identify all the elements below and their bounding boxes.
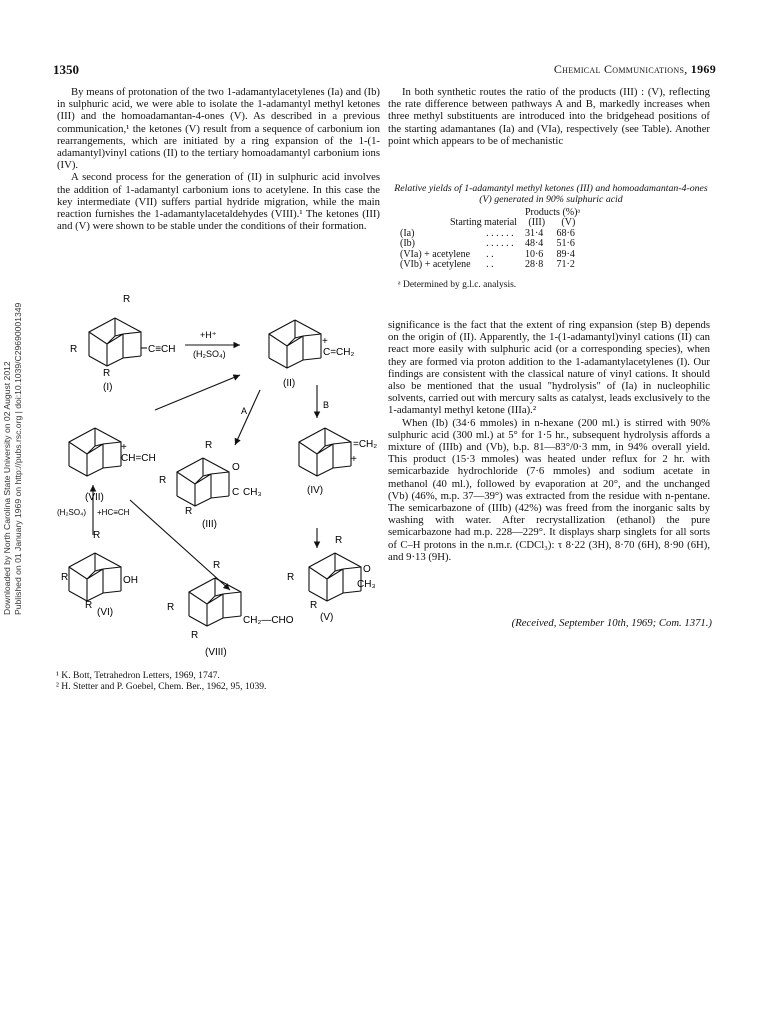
publication-notice: Published on 01 January 1969 on http://pubs.rsc.org | doi:10.1039/C29690001349	[13, 302, 23, 615]
reaction-scheme	[55, 290, 380, 660]
compound-label-ii: (II)	[283, 378, 296, 389]
label-r: R	[167, 602, 175, 613]
cation-plus: +	[322, 336, 328, 347]
reagent-acetylene: +HC≡CH	[97, 508, 130, 517]
cell-v: 51·6	[556, 238, 575, 250]
yields-table	[396, 208, 584, 270]
cell-material: (Ia)	[400, 227, 415, 239]
label-r: R	[93, 530, 101, 541]
products-header: Products (%)ᵃ	[524, 207, 581, 218]
label-r: R	[287, 572, 295, 583]
label-r: R	[70, 344, 78, 355]
label-r: R	[213, 560, 221, 571]
path-b-label: B	[323, 400, 330, 410]
label-r: R	[61, 572, 69, 583]
carbonyl-o: O	[363, 564, 371, 575]
compound-label-vii: (VII)	[85, 492, 104, 503]
paragraph: significance is the fact that the extent of ring expansion (step B) depends on the origin of (II). Apparently, the 1-(1-adamantyl)vinyl cations (II) can react more easily with sulphuric acid (or a corresponding species), when they are formed via proton addition to the 1-adamantylacetylenes (I). Our findings are consistent with the classical nature of vinyl cations. It should also be mentioned that the usual "hydrolysis" of (Ia) in nucleophilic solvents, carried out with mercury salts as catalyst, leads exclusively to the 1-adamantyl methyl ketone (IIIa).²	[388, 319, 710, 417]
cell-iii: 31·4	[524, 227, 544, 239]
methyl-group: CH₃	[243, 487, 262, 498]
col-iii-header: (III)	[528, 217, 546, 229]
label-r: R	[103, 368, 111, 379]
col-v-header: (V)	[561, 217, 576, 229]
cell-v: 68·6	[556, 227, 575, 239]
cell-dots: . . . . . .	[486, 227, 514, 239]
right-column-bottom	[388, 319, 710, 563]
references	[56, 670, 266, 693]
compound-label-i: (I)	[103, 382, 113, 393]
compound-label-v: (V)	[320, 612, 334, 623]
received-date: (Received, September 10th, 1969; Com. 1371.)	[511, 617, 712, 629]
alkyne-group: C≡CH	[148, 344, 176, 355]
compound-label-viii: (VIII)	[205, 647, 227, 658]
cell-iii: 48·4	[524, 238, 544, 250]
compound-label-iii: (III)	[202, 519, 217, 530]
label-r: R	[123, 294, 131, 305]
starting-material-header: Starting material	[450, 217, 517, 229]
table-footnote: ᵃ Determined by g.l.c. analysis.	[398, 280, 517, 290]
table-caption: Relative yields of 1-adamantyl methyl ketones (III) and homoadamantan-4-ones (V) generated in 90% sulphuric acid	[394, 183, 708, 205]
carbonyl-o: O	[232, 462, 240, 473]
left-column	[57, 86, 380, 232]
label-r: R	[191, 630, 199, 641]
paragraph: In both synthetic routes the ratio of the products (III) : (V), reflecting the rate difference between pathways A and B, markedly increases when three methyl substituents are introduced into the bridgehead positions of the starting adamantanes (Ia) and (VIa), respectively (see Table). Another point which appears to be of mechanistic	[388, 86, 710, 147]
iv-methylene: =CH₂	[353, 439, 378, 450]
compound-label-iv: (IV)	[307, 485, 324, 496]
cell-v: 89·4	[556, 248, 575, 260]
reference-2: ² H. Stetter and P. Goebel, Chem. Ber., 1962, 95, 1039.	[56, 681, 267, 693]
vinyl-cation-group: C=CH₂	[323, 347, 355, 358]
label-r: R	[159, 475, 167, 486]
compound-label-vi: (VI)	[97, 607, 114, 618]
paragraph: A second process for the generation of (II) in sulphuric acid involves the addition of 1-adamantyl carbonium ions to acetylene. In this case the key intermediate (VII) suffers partial hydride migration, while the main reaction furnishes the 1-adamantylacetaldehydes (VIII).¹ The ketones (III) and (V) were shown to be stable under the conditions of their formation.	[57, 171, 380, 233]
cell-iii: 10·6	[524, 248, 544, 260]
table-row	[396, 260, 584, 270]
label-r: R	[185, 506, 193, 517]
download-watermark	[2, 245, 22, 615]
journal-year: 1969	[690, 62, 716, 76]
download-notice: Downloaded by North Carolina State University on 02 August 2012	[2, 361, 12, 615]
cell-material: (VIa) + acetylene	[400, 248, 471, 260]
page-number: 1350	[53, 62, 79, 77]
running-header	[554, 62, 716, 77]
paragraph: When (Ib) (34·6 mmoles) in n-hexane (200 ml.) is stirred with 90% sulphuric acid (300 ml.) at 5° for 1·5 hr., subsequent hydrolysis affords a mixture of (IIIb) and (Vb), b.p. 81—83°/0·3 mm, in 94% overall yield. This product (15·3 mmoles) was heated under reflux for 2 hr. with semicarbazide hydrochloride (7·6 mmoles) and sodium acetate in methanol (40 ml.), followed by evaporation at 20°, and the unchanged (Vb) (46%, m.p. 37—39°) was extracted from the residue with n-pentane. The semicarbazone of (IIIb) (42%) was freed from the inorganic salts by washing with water. After recrystallization (ethanol) the pure semicarbazone had m.p. 228—229°. It displays sharp singlets for all sorts of C–H protons in the n.m.r. (CDCl₃): τ 8·22 (3H), 8·70 (6H), 8·90 (6H), and 9·13 (9H).	[388, 416, 710, 563]
path-a-label: A	[241, 406, 248, 416]
methyl-group: CH₃	[357, 579, 376, 590]
acetaldehyde-group: CH₂—CHO	[243, 615, 294, 626]
cell-dots: . .	[486, 259, 494, 271]
reagent-proton: +H⁺	[200, 330, 217, 340]
cation-plus: +	[121, 442, 127, 453]
label-r: R	[310, 600, 318, 611]
cell-dots: . . . . . .	[486, 238, 514, 250]
label-r: R	[85, 600, 93, 611]
label-r: R	[335, 535, 343, 546]
cell-v: 71·2	[556, 259, 575, 271]
reagent-acid-left: (H₂SO₄)	[57, 508, 87, 517]
cell-iii: 28·8	[524, 259, 544, 271]
cell-material: (Ib)	[400, 238, 415, 250]
reference-1: ¹ K. Bott, Tetrahedron Letters, 1969, 1747.	[56, 670, 220, 681]
vii-group: CH=CH	[121, 453, 156, 464]
cell-material: (VIb) + acetylene	[400, 259, 471, 271]
hydroxyl-group: OH	[123, 575, 138, 586]
cell-dots: . .	[486, 248, 494, 260]
ketone-carbon: C	[232, 487, 240, 498]
cation-plus: +	[351, 454, 357, 465]
reagent-acid: (H₂SO₄)	[193, 349, 226, 359]
paragraph: By means of protonation of the two 1-adamantylacetylenes (Ia) and (Ib) in sulphuric acid, we were able to isolate the 1-adamantyl methyl ketones (III) and the homoadamantan-4-ones (V). As described in a previous communication,¹ the ketones (V) result from a sequence of carbonium ion rearrangements, which are initiated by a ring expansion of the 1-(1-adamantyl)vinyl cations (II) to the tertiary homoadamantyl carbonium ions (IV).	[57, 86, 380, 172]
right-column-top	[388, 86, 710, 147]
label-r: R	[205, 440, 213, 451]
journal-name: Chemical Communications,	[553, 62, 691, 76]
